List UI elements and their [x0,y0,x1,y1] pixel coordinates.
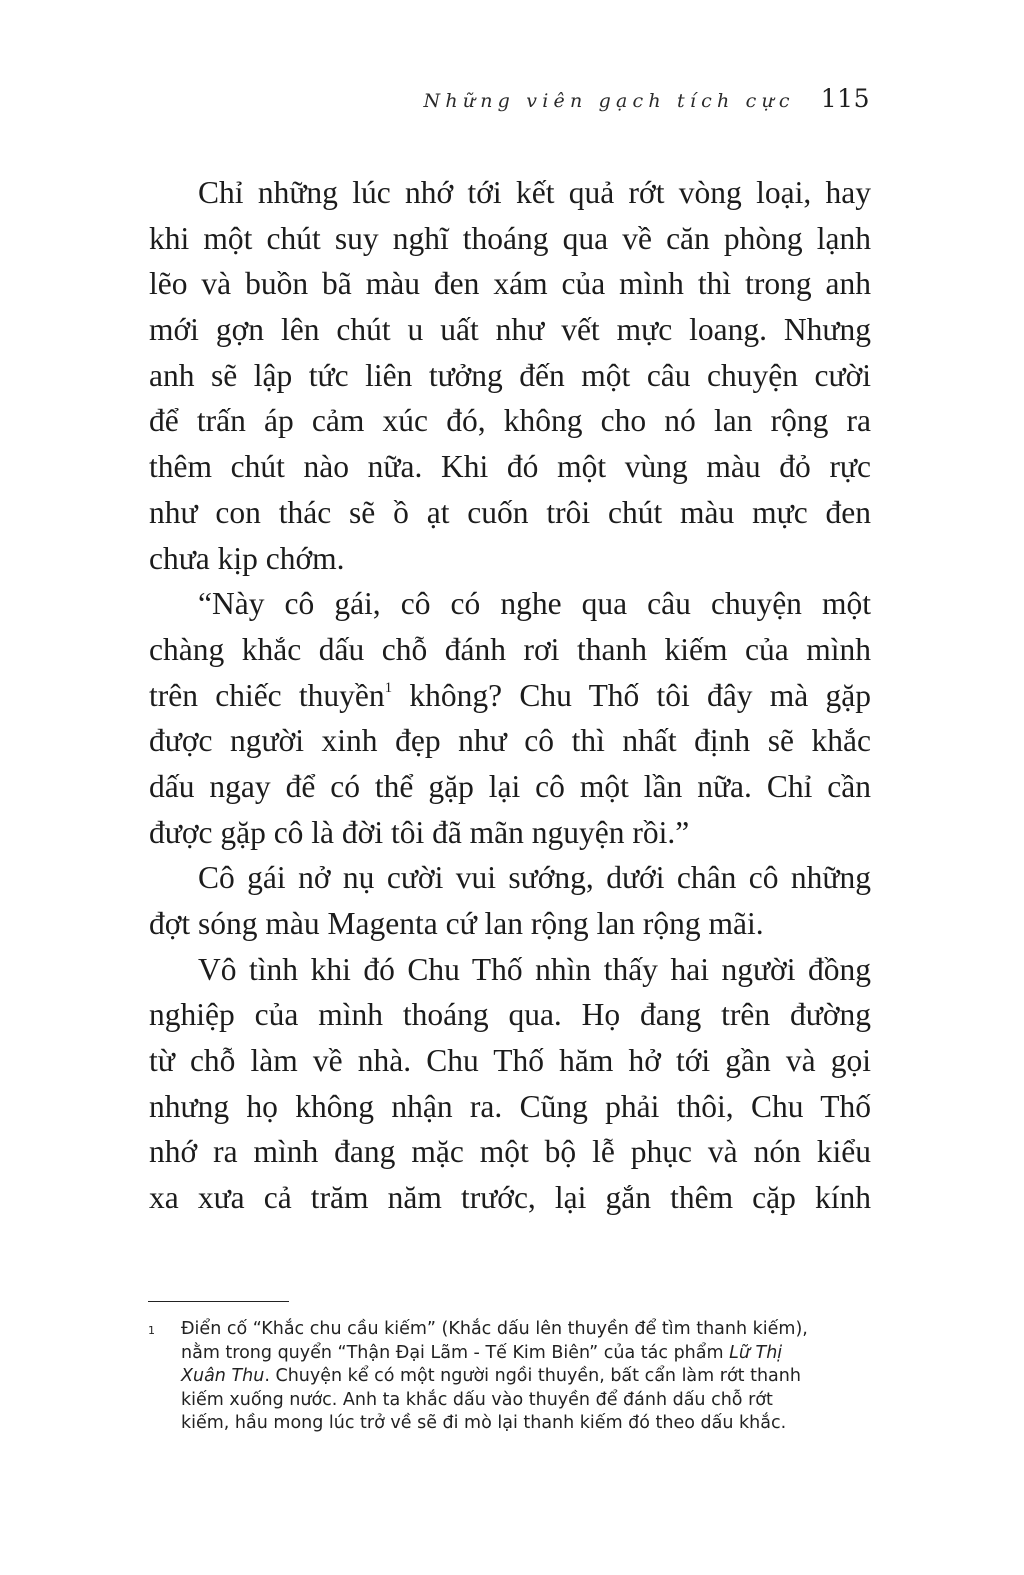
text-line: được người xinh đẹp như cô thì nhất định sẽ khắc [149,723,871,759]
text-line: chàng khắc dấu chỗ đánh rơi thanh kiếm của mình [149,631,871,667]
footnote-reference[interactable]: 1 [384,679,393,696]
text-line: Vô tình khi đó Chu Thố nhìn thấy hai người đồng [198,951,871,987]
text-line: thêm chút nào nữa. Khi đó một vùng màu đỏ rực [149,449,871,485]
running-head [424,84,870,113]
text-line: đợt sóng màu Magenta cứ lan rộng lan rộng mãi. [149,906,764,941]
footnote-line: kiếm xuống nước. Anh ta khắc dấu vào thuyền để đánh dấu chỗ rớt [181,1389,773,1410]
book-title-italic: Lữ Thị [729,1342,783,1363]
running-title: Những viên gạch tích cực [423,90,795,112]
footnote-line [181,1365,870,1389]
paragraph [149,947,871,1221]
page-number: 115 [820,84,870,113]
text-line: nhưng họ không nhận ra. Cũng phải thôi, Chu Thố [149,1088,871,1124]
text-fragment: . Chuyện kể có một người ngồi thuyền, bất cẩn làm rớt thanh [264,1366,801,1386]
footnote-text [181,1318,870,1436]
text-fragment: nằm trong quyển “Thận Đại Lãm - Tế Kim Biên” của tác phẩm [181,1342,730,1363]
text-line: xa xưa cả trăm năm trước, lại gắn thêm cặp kính [149,1180,871,1216]
text-line: khi một chút suy nghĩ thoáng qua về căn phòng lạnh [149,220,871,256]
text-line: để trấn áp cảm xúc đó, không cho nó lan rộng ra [149,403,871,439]
text-fragment: không? Chu Thố tôi đây mà gặp [392,677,871,713]
text-line: nhớ ra mình đang mặc một bộ lễ phục và nón kiểu [149,1134,871,1170]
paragraph [149,581,871,855]
text-line: từ chỗ làm về nhà. Chu Thố hăm hở tới gần và gọi [149,1043,871,1079]
text-line: Chỉ những lúc nhớ tới kết quả rớt vòng loại, hay [198,175,871,210]
paragraph [149,855,871,946]
footnote-line: Điển cố “Khắc chu cầu kiếm” (Khắc dấu lên thuyền để tìm thanh kiếm), [181,1319,808,1339]
text-line: Cô gái nở nụ cười vui sướng, dưới chân cô những [198,860,871,896]
text-line: dấu ngay để có thể gặp lại cô một lần nữa. Chỉ cần [149,768,871,804]
paragraph [149,170,871,581]
text-line: anh sẽ lập tức liên tưởng đến một câu chuyện cười [149,357,871,393]
footnote-line [181,1342,870,1366]
text-line: “Này cô gái, cô có nghe qua câu chuyện một [198,586,871,622]
text-line: như con thác sẽ ồ ạt cuốn trôi chút màu mực đen [149,494,871,530]
text-line: nghiệp của mình thoáng qua. Họ đang trên đường [149,997,871,1033]
body-text [149,170,871,1221]
book-title-italic: Xuân Thu [181,1366,265,1386]
text-line-with-footnote-ref [149,673,871,719]
text-fragment: trên chiếc thuyền [149,677,385,713]
footnote [148,1318,870,1436]
footnote-divider [148,1301,289,1302]
text-line: được gặp cô là đời tôi đã mãn nguyện rồi.” [149,814,690,850]
text-line: lẽo và buồn bã màu đen xám của mình thì trong anh [149,266,871,302]
text-line: chưa kịp chớm. [149,540,345,576]
footnote-line: kiếm, hầu mong lúc trở về sẽ đi mò lại thanh kiếm đó theo dấu khắc. [181,1413,787,1433]
footnote-marker: 1 [148,1324,155,1337]
text-line: mới gợn lên chút u uất như vết mực loang. Nhưng [149,312,871,348]
